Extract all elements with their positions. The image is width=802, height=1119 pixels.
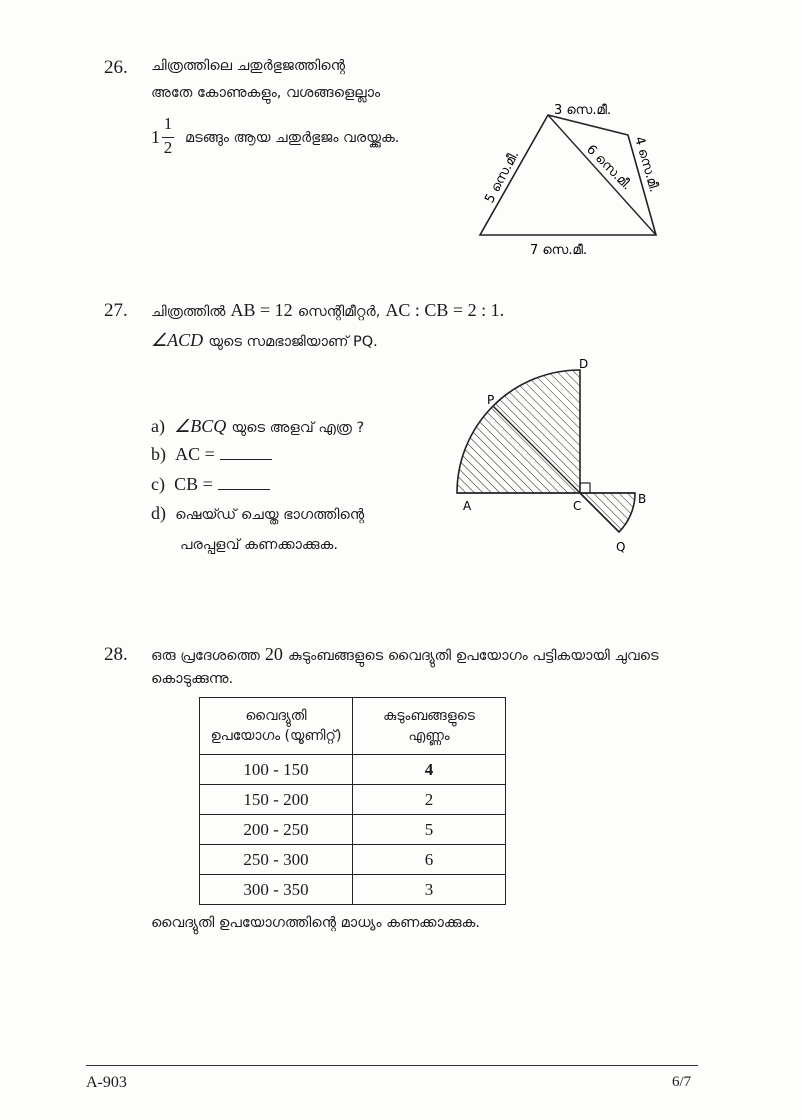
table-row: [200, 755, 506, 785]
family-count-cell: 3: [353, 875, 506, 905]
q28-line1-rest: കുടുംബങ്ങളുടെ വൈദ്യുതി ഉപയോഗം പട്ടികയായി ചുവടെ: [288, 648, 659, 664]
q26-mixed-whole: 1: [151, 127, 160, 147]
q27-a-label: a): [151, 416, 165, 436]
q27-a-text: യുടെ അളവ് എത്ര ?: [231, 420, 365, 436]
family-count-cell: 5: [353, 815, 506, 845]
q26-mixed-fraction: [151, 116, 179, 160]
usage-range-cell: 300 - 350: [200, 875, 353, 905]
electricity-usage-table: [199, 697, 506, 905]
q27-c-label: c): [151, 474, 165, 494]
usage-range-cell: 200 - 250: [200, 815, 353, 845]
col-usage-header-line2: ഉപയോഗം (യൂണിറ്റ്): [210, 728, 342, 744]
table-row: [200, 845, 506, 875]
q27-c-text: CB =: [174, 474, 213, 494]
table-row: [200, 875, 506, 905]
q27-angle-bcq: ∠BCQ: [174, 416, 227, 436]
answer-blank-ac[interactable]: [220, 445, 272, 460]
label-right-side: 4 സെ.മീ.: [631, 134, 662, 194]
table-row: [200, 785, 506, 815]
point-p-label: P: [487, 393, 495, 407]
q26-line3: മടങ്ങും ആയ ചതുർഭുജം വരയ്ക്കുക.: [185, 130, 400, 146]
q27-line2-rest: യുടെ സമഭാജിയാണ് PQ.: [208, 334, 378, 350]
q27-line1-ratio: AC : CB = 2 : 1.: [385, 300, 505, 320]
q26-line2: അതേ കോണുകളും, വശങ്ങളെല്ലാം: [151, 85, 381, 101]
q27-line1-pre: ചിത്രത്തിൽ: [151, 304, 226, 320]
q27-angle-acd: ∠ACD: [151, 330, 204, 350]
point-a-label: A: [463, 499, 472, 513]
q27-sector-figure: [455, 355, 670, 560]
q28-family-count: 20: [264, 644, 283, 664]
q26-frac-num: 1: [163, 114, 173, 133]
col-families-header-line1: കുടുംബങ്ങളുടെ: [383, 708, 475, 724]
q28-line2: കൊടുക്കുന്നു.: [151, 671, 234, 687]
table-header-row: [200, 698, 506, 755]
q26-frac-den: 2: [163, 138, 173, 157]
col-families-header: [353, 698, 506, 755]
q27-d-line1: ഷെയ്ഡ് ചെയ്ത ഭാഗത്തിന്റെ: [175, 507, 365, 523]
q27-part-b: [151, 444, 272, 465]
family-count-cell: 4: [353, 755, 506, 785]
q27-part-a: [151, 416, 364, 437]
usage-range-cell: 250 - 300: [200, 845, 353, 875]
answer-blank-cb[interactable]: [218, 475, 270, 490]
usage-range-cell: 150 - 200: [200, 785, 353, 815]
col-families-header-line2: എണ്ണം: [408, 728, 450, 744]
q28-line1-pre: ഒരു പ്രദേശത്തെ: [151, 648, 260, 664]
q27-number: 27.: [104, 300, 128, 321]
q26-number: 26.: [104, 57, 128, 78]
q27-line1-math: AB = 12: [230, 300, 293, 320]
shaded-small-sector: [580, 493, 635, 532]
q27-line1-mid: സെന്റിമീറ്റർ,: [297, 304, 381, 320]
q26-line1: ചിത്രത്തിലെ ചതുർഭുജത്തിന്റെ: [151, 58, 346, 74]
family-count-cell: 6: [353, 845, 506, 875]
q27-line1: [151, 300, 504, 321]
label-top-side: 3 സെ.മീ.: [554, 103, 612, 118]
q27-b-label: b): [151, 444, 166, 464]
col-usage-header: [200, 698, 353, 755]
q26-quadrilateral-figure: [470, 100, 680, 260]
q27-part-c: [151, 474, 270, 495]
footer-divider: [86, 1065, 698, 1066]
q27-b-text: AC =: [175, 444, 215, 464]
q27-line2: [151, 330, 378, 351]
q28-question: വൈദ്യുതി ഉപയോഗത്തിന്റെ മാധ്യം കണക്കാക്കുക.: [151, 915, 480, 931]
q27-part-d: [151, 503, 364, 524]
family-count-cell: 2: [353, 785, 506, 815]
q28-line1: [151, 644, 659, 665]
footer-page-number: 6/7: [672, 1074, 692, 1090]
q27-d-label: d): [151, 503, 166, 523]
col-usage-header-line1: വൈദ്യുതി: [245, 708, 307, 724]
label-left-side: 5 സെ.മീ.: [482, 148, 523, 206]
table-row: [200, 815, 506, 845]
right-angle-mark: [580, 483, 590, 493]
usage-range-cell: 100 - 150: [200, 755, 353, 785]
point-c-label: C: [573, 499, 582, 513]
point-b-label: B: [638, 492, 647, 506]
footer-code: A-903: [86, 1074, 127, 1091]
label-bottom-side: 7 സെ.മീ.: [530, 243, 588, 258]
label-diagonal: 6 സെ.മീ.: [583, 142, 635, 194]
point-d-label: D: [579, 357, 589, 371]
point-q-label: Q: [616, 540, 626, 554]
q27-d-line2: പരപ്പളവ് കണക്കാക്കുക.: [180, 537, 338, 553]
q28-number: 28.: [104, 644, 128, 665]
